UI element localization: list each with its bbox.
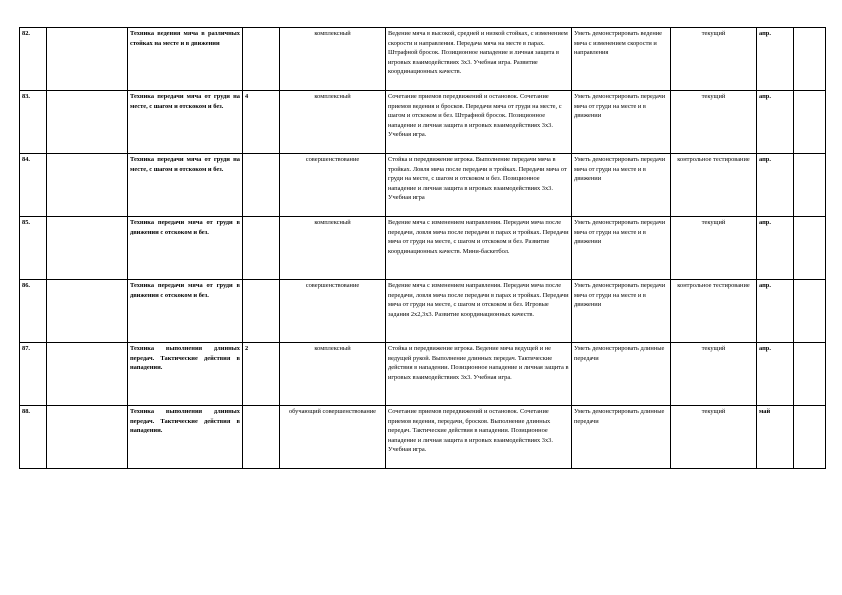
lesson-content: Стойка и передвижение игрока. Ведение мяча ведущей и не ведущей рукой. Выполнение длинных передач. Тактические действия в нападении. Позиционное нападение и личная защита в игровых взаимодействиях 3х3. Учебная игра. bbox=[386, 343, 572, 406]
lesson-topic: Техника ведения мяча в различных стойках на месте и в движении bbox=[128, 28, 243, 91]
table-row bbox=[20, 28, 826, 91]
lesson-number: 88. bbox=[20, 406, 47, 469]
empty-cell bbox=[794, 217, 826, 280]
month: апр. bbox=[757, 217, 794, 280]
lesson-topic: Техника передачи мяча от груди в движении с отскоком и без. bbox=[128, 217, 243, 280]
table-row bbox=[20, 280, 826, 343]
hours-count: 2 bbox=[243, 343, 280, 406]
empty-cell bbox=[794, 28, 826, 91]
table-row bbox=[20, 406, 826, 469]
lesson-topic: Техника передачи мяча от груди на месте, с шагом и отскоком и без. bbox=[128, 91, 243, 154]
empty-cell bbox=[794, 343, 826, 406]
hours-count bbox=[243, 280, 280, 343]
empty-cell bbox=[47, 280, 128, 343]
lesson-content: Сочетание приемов передвижений и остановок. Сочетание приемов ведения и бросков. Передачи мяча от груди на месте, с шагом и отскоком и без. Штрафной бросок. Позиционное нападение и личная защита в игровых взаимодействиях 3х3. Учебная игра. bbox=[386, 91, 572, 154]
requirements: Уметь демонстрировать ведение мяча с изменением скорости и направления bbox=[572, 28, 671, 91]
lesson-type: совершенствование bbox=[280, 154, 386, 217]
hours-count bbox=[243, 406, 280, 469]
lesson-content: Сочетание приемов передвижений и остановок. Сочетание приемов ведения, передачи, бросков. Выполнение длинных передач. Тактические действия в нападении. Позиционное нападение и личная защита в игровых взаимодействиях 3х3. Учебная игра. bbox=[386, 406, 572, 469]
lesson-content: Ведение мяча с изменением направления. Передачи мяча после передачи, ловля мяча после передачи в парах и тройках. Передачи мяча от груди на месте, с шагом и отскоком и без. Развитие координационных качеств. Мини-баскетбол. bbox=[386, 217, 572, 280]
empty-cell bbox=[47, 406, 128, 469]
lesson-topic: Техника передачи мяча от груди в движении с отскоком и без. bbox=[128, 280, 243, 343]
lesson-type: комплексный bbox=[280, 343, 386, 406]
empty-cell bbox=[47, 91, 128, 154]
hours-count: 4 bbox=[243, 91, 280, 154]
lesson-plan-table bbox=[19, 27, 826, 469]
control-type: текущий bbox=[671, 217, 757, 280]
control-type: текущий bbox=[671, 91, 757, 154]
month: апр. bbox=[757, 154, 794, 217]
lesson-content: Ведение мяча в высокой, средней и низкой стойках, с изменением скорости и направления. Передача мяча на месте в парах. Штрафной бросок. Позиционное нападение и личная защита в игровых взаимодействиях 3х3. Учебная игра. Развитие координационных качеств. bbox=[386, 28, 572, 91]
lesson-type: комплексный bbox=[280, 28, 386, 91]
month: апр. bbox=[757, 28, 794, 91]
lesson-content: Стойка и передвижение игрока. Выполнение передачи мяча в тройках. Ловля мяча после передачи в тройках. Передачи мяча от груди на месте, с шагом и отскоком и без. Позиционное нападение и личная защита в игровых взаимодействиях 3х3. Учебная игра bbox=[386, 154, 572, 217]
requirements: Уметь демонстрировать передачи мяча от груди на месте и в движении bbox=[572, 154, 671, 217]
lesson-number: 87. bbox=[20, 343, 47, 406]
lesson-number: 86. bbox=[20, 280, 47, 343]
control-type: текущий bbox=[671, 28, 757, 91]
table-row bbox=[20, 154, 826, 217]
table-row bbox=[20, 343, 826, 406]
month: апр. bbox=[757, 280, 794, 343]
lesson-type: комплексный bbox=[280, 217, 386, 280]
lesson-type: совершенствование bbox=[280, 280, 386, 343]
requirements: Уметь демонстрировать передачи мяча от груди на месте и в движении bbox=[572, 280, 671, 343]
empty-cell bbox=[47, 343, 128, 406]
requirements: Уметь демонстрировать длинные передачи bbox=[572, 406, 671, 469]
control-type: текущий bbox=[671, 406, 757, 469]
requirements: Уметь демонстрировать передачи мяча от груди на месте и в движении bbox=[572, 91, 671, 154]
hours-count bbox=[243, 154, 280, 217]
empty-cell bbox=[47, 217, 128, 280]
lesson-topic: Техника передачи мяча от груди на месте, с шагом и отскоком и без. bbox=[128, 154, 243, 217]
lesson-topic: Техника выполнения длинных передач. Тактические действия в нападении. bbox=[128, 343, 243, 406]
lesson-type: комплексный bbox=[280, 91, 386, 154]
control-type: контрольное тестирование bbox=[671, 154, 757, 217]
empty-cell bbox=[794, 91, 826, 154]
control-type: текущий bbox=[671, 343, 757, 406]
empty-cell bbox=[794, 280, 826, 343]
lesson-topic: Техника выполнения длинных передач. Тактические действия в нападении. bbox=[128, 406, 243, 469]
empty-cell bbox=[47, 154, 128, 217]
table-row bbox=[20, 217, 826, 280]
requirements: Уметь демонстрировать длинные передачи bbox=[572, 343, 671, 406]
lesson-number: 84. bbox=[20, 154, 47, 217]
lesson-number: 83. bbox=[20, 91, 47, 154]
control-type: контрольное тестирование bbox=[671, 280, 757, 343]
lesson-number: 85. bbox=[20, 217, 47, 280]
lesson-number: 82. bbox=[20, 28, 47, 91]
month: апр. bbox=[757, 91, 794, 154]
month: май bbox=[757, 406, 794, 469]
lesson-content: Ведение мяча с изменением направления. Передачи мяча после передачи, ловля мяча после передачи в парах и тройках. Передачи мяча от груди на месте, с шагом и отскоком и без. Игровые задания 2х2,3х3. Развитие координационных качеств. bbox=[386, 280, 572, 343]
month: апр. bbox=[757, 343, 794, 406]
empty-cell bbox=[794, 154, 826, 217]
table-row bbox=[20, 91, 826, 154]
empty-cell bbox=[47, 28, 128, 91]
requirements: Уметь демонстрировать передачи мяча от груди на месте и в движении bbox=[572, 217, 671, 280]
hours-count bbox=[243, 28, 280, 91]
hours-count bbox=[243, 217, 280, 280]
lesson-type: обучающий совершенствование bbox=[280, 406, 386, 469]
empty-cell bbox=[794, 406, 826, 469]
